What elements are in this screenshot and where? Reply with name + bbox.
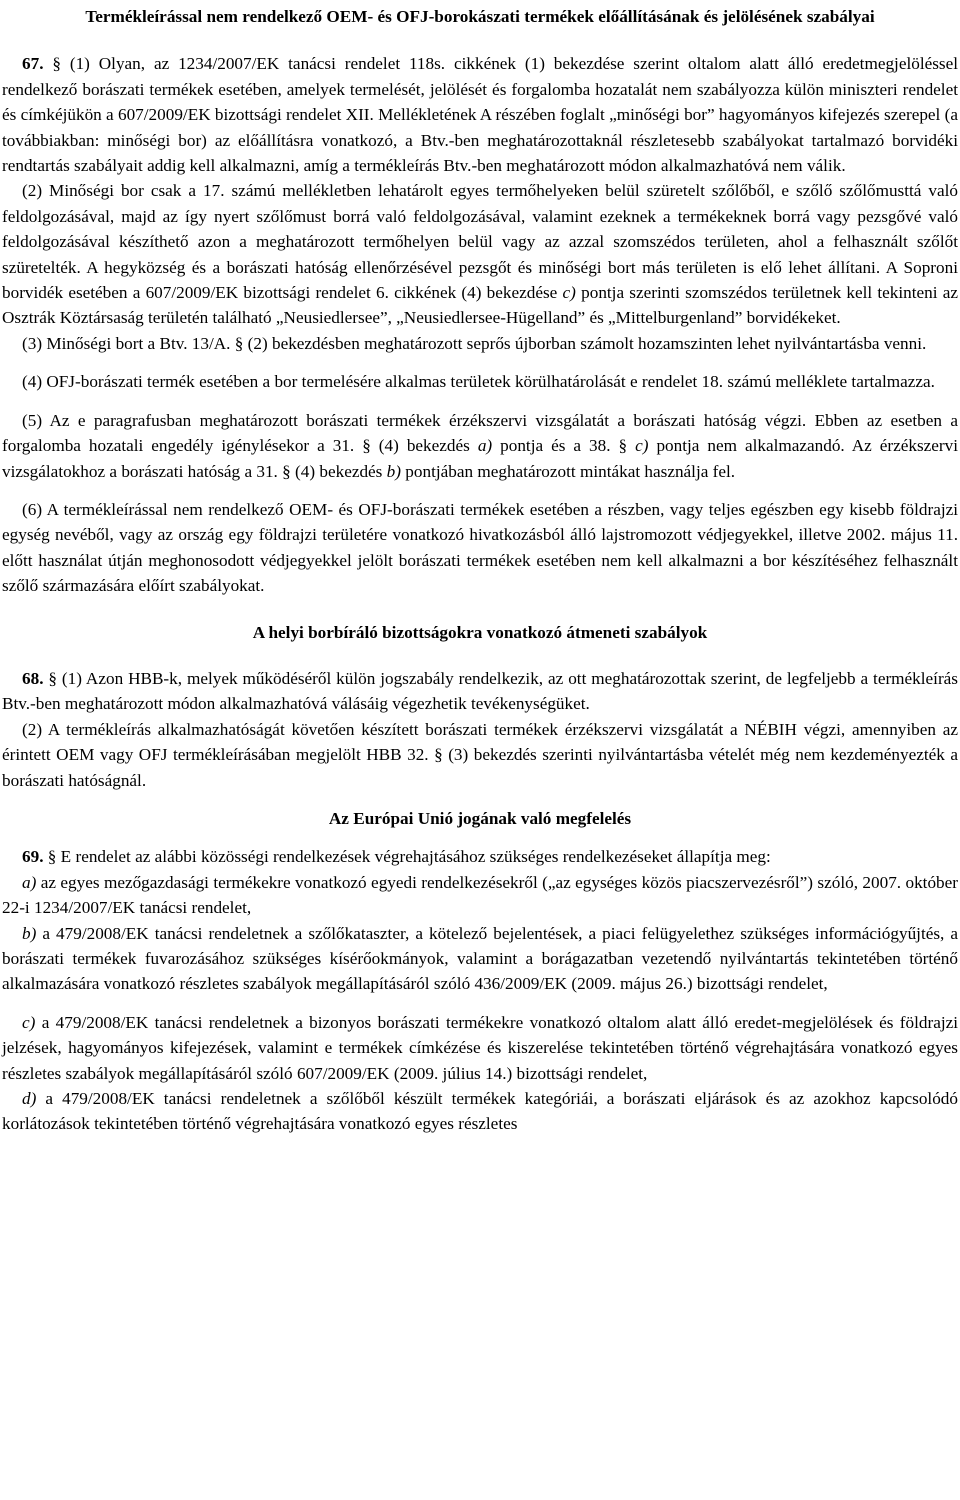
paragraph-67-2: [2, 178, 958, 330]
paragraph-67-3: (3) Minőségi bort a Btv. 13/A. § (2) bekezdésben meghatározott seprős újborban számolt hozamszinten lehet nyilvántartásba venni.: [22, 333, 927, 353]
paragraph-67-5-text-b: pontja és a 38. §: [500, 436, 628, 456]
paragraph-68-2: (2) A termékleírás alkalmazhatóságát követően készített borászati termékek érzékszervi vizsgálatát a NÉBIH végzi, amennyiben az érintett OEM vagy OFJ termékleírásában megjelölt HBB 32. § (3) bekezdés szerinti nyilvántartásba vételét még nem kezdeményezték a borászati hatóságnál.: [2, 719, 958, 790]
paragraph-69-intro-text: § E rendelet az alábbi közösségi rendelkezések végrehajtásához szükséges rendelkezéseket állapítja meg:: [47, 847, 771, 867]
list-item-text: a 479/2008/EK tanácsi rendeletnek a szőlőből készült termékek kategóriái, a borászati eljárások és az azokhoz kapcsolódó korlátozások tekintetében történő végrehajtására vonatkozó egyes részletes: [2, 1089, 958, 1134]
point-c-ref: c): [562, 283, 576, 303]
list-item-label: d): [22, 1089, 37, 1109]
list-item-label: a): [22, 872, 37, 892]
heading-eu-compliance: Az Európai Unió jogának való megfelelés: [328, 808, 632, 828]
paragraph-67-1-text: § (1) Olyan, az 1234/2007/EK tanácsi rendelet 118s. cikkének (1) bekezdése szerint oltalom alatt álló eredetmegjelöléssel rendelkező borászati termékek esetében, amelyek termelését, jelölését és forgalomba hozatalát nem szabályozza külön miniszteri rendelet és címkéjükön a 607/2009/EK bizottsági rendelet XII. Mellékletének A részében foglalt „minőségi bor” hagyományos kifejezés szerepel (a továbbiakban: minőségi bor) az előállításra vonatkozó, a Btv.-ben meghatározottaknál részletesebb szabályokat tartalmazó borvidéki rendtartás szabályait addig kell alkalmazni, amíg a termékleírás Btv.-ben meghatározott módon alkalmazhatóvá nem válik.: [2, 54, 959, 176]
paragraph-68-1: [2, 666, 958, 717]
paragraph-68-1-text: § (1) Azon HBB-k, melyek működéséről külön jogszabály rendelkezik, az ott meghatározottak szerint, de legfeljebb a termékleírás Btv.-ben meghatározott módon alkalmazhatóvá válásáig végezhetik tevékenységüket.: [2, 668, 958, 714]
list-item-69-c: [2, 1010, 958, 1086]
list-item-text: az egyes mezőgazdasági termékekre vonatkozó egyedi rendelkezésekről („az egységes közös piacszervezésről”) szóló, 2007. október 22-i 1234/2007/EK tanácsi rendelet,: [2, 872, 959, 918]
paragraph-67-5-text-d: pontjában meghatározott mintákat használja fel.: [405, 461, 736, 481]
list-item-69-b: [2, 921, 958, 997]
section-number-69: 69.: [22, 847, 44, 867]
paragraph-67-1: [2, 51, 958, 178]
paragraph-67-6: (6) A termékleírással nem rendelkező OEM- és OFJ-borászati termékek esetében a részben, vagy teljes egészben egy kisebb földrajzi egység nevéből, vagy az ország egy földrajzi területére vonatkozó hivatkozásból álló lajstromozott védjegyekkel, illetve 2002. május 11. előtt használat útján meghonosodott védjegyekkel jelölt borászati termékek esetében nem kell alkalmazni a bor készítéséhez felhasznált szőlő származására előírt szabályokat.: [2, 499, 958, 596]
list-item-69-d: [2, 1086, 958, 1137]
point-c-ref-2: c): [635, 436, 649, 456]
paragraph-69-intro: [2, 844, 958, 869]
list-item-label: c): [22, 1012, 36, 1032]
paragraph-67-4: (4) OFJ-borászati termék esetében a bor termelésére alkalmas területek körülhatárolását e rendelet 18. számú melléklete tartalmazza.: [22, 372, 935, 392]
heading-local-wine-committees: A helyi borbíráló bizottságokra vonatkozó átmeneti szabályok: [252, 622, 708, 642]
paragraph-67-5: [2, 408, 958, 484]
paragraph-67-5-text-c: pontja nem alkalmazandó. Az érzékszervi vizsgálatokhoz a borászati hatóság a 31. § (4) bekezdés: [2, 436, 959, 481]
section-number-68: 68.: [22, 668, 44, 688]
point-a-ref: a): [477, 436, 493, 456]
paragraph-67-2-text-b: pontja szerinti szomszédos területnek kell tekinteni az Osztrák Köztársaság területén található „Neusiedlersee”, „Neusiedlersee-Hügelland” és „Mittelburgenland” borvidékeket.: [2, 283, 959, 328]
list-item-label: b): [22, 923, 37, 943]
paragraph-67-5-text-a: (5) Az e paragrafusban meghatározott borászati termékek érzékszervi vizsgálatát a borászati hatóság végzi. Ebben az esetben a forgalomba hozatali engedély igénylésekor a 31. § (4) bekezdés: [2, 410, 958, 456]
paragraph-67-2-text-a: (2) Minőségi bor csak a 17. számú mellékletben lehatárolt egyes termőhelyeken belül szüretelt szőlőből, e szőlő szőlőmusttá való feldolgozásával, majd az így nyert szőlőmust borrá való feldolgozásával, valamint ezeknek a termékeknek borrá vagy pezsgővé való feldolgozásával készíthető azon a meghatározott termőhelyen belül vagy az azzal szomszédos területen, ahol a felhasznált szőlőt szüretelték. A hegyközség és a borászati hatóság ellenőrzésével pezsgőt és minőségi bort más területen is elő lehet állítani. A Soproni borvidék esetében a 607/2009/EK bizottsági rendelet 6. cikkének (4) bekezdése: [2, 181, 958, 303]
list-item-text: a 479/2008/EK tanácsi rendeletnek a szőlőkataszter, a kötelező bejelentések, a piaci felügyelethez szükséges információgyűjtés, a borászati termékek fuvarozásához szükséges kísérőokmányok, valamint a borágazatban vezetendő nyilvántartás tekintetében történő alkalmazására vonatkozó részletes szabályok megállapításáról szóló 436/2009/EK (2009. május 26.) bizottsági rendelet,: [2, 923, 959, 994]
point-b-ref: b): [386, 461, 401, 481]
list-item-69-a: [2, 870, 958, 921]
section-number-67: 67.: [22, 54, 44, 74]
section-title: Termékleírással nem rendelkező OEM- és OFJ-borokászati termékek előállításának és jelölésének szabályai: [85, 7, 875, 26]
list-item-text: a 479/2008/EK tanácsi rendeletnek a bizonyos borászati termékekre vonatkozó oltalom alatt álló eredet-megjelölések és földrajzi jelzések, hagyományos kifejezések, valamint e termékek címkézése és kiszerelése tekintetében történő végrehajtására vonatkozó egyes részletes szabályok megállapításáról szóló 607/2009/EK (2009. július 14.) bizottsági rendelet,: [2, 1012, 958, 1083]
